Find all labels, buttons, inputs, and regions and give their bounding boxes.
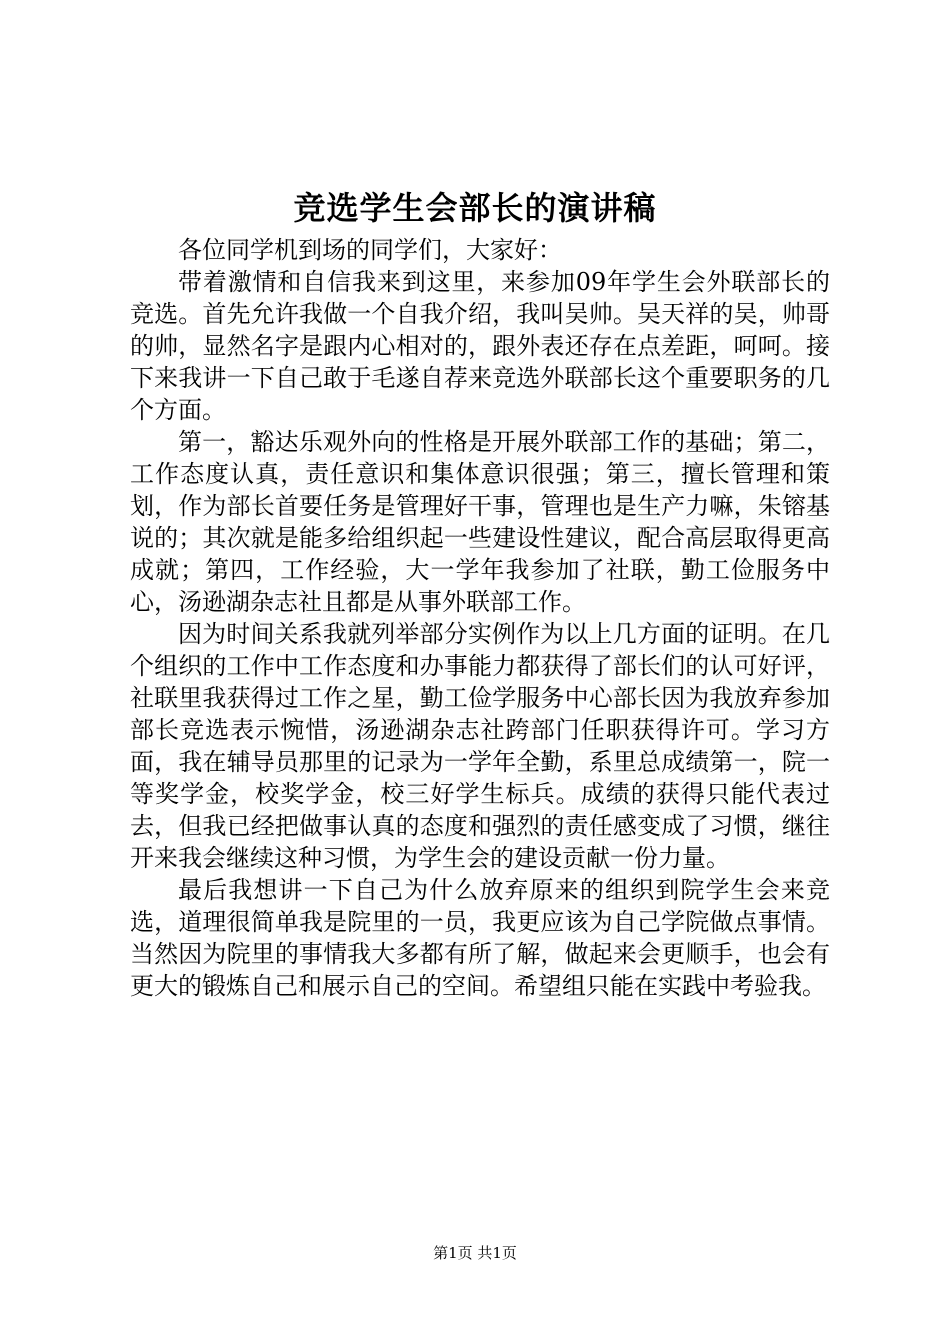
- document-title: 竞选学生会部长的演讲稿: [293, 189, 657, 227]
- closing-paragraph: 最后我想讲一下自己为什么放弃原来的组织到院学生会来竞选，道理很简单我是院里的一员，我更应该为自己学院做点事情。当然因为院里的事情我大多都有所了解，做起来会更顺手，也会有更大的锻炼自己和展示自己的空间。希望组只能在实践中考验我。: [130, 876, 830, 1000]
- page-number-footer: 第1页 共1页: [433, 1244, 517, 1262]
- evidence-paragraph: 因为时间关系我就列举部分实例作为以上几方面的证明。在几个组织的工作中工作态度和办事能力都获得了部长们的认可好评，社联里我获得过工作之星，勤工俭学服务中心部长因为我放弃参加部长竞选表示惋惜，汤逊湖杂志社跨部门任职获得许可。学习方面，我在辅导员那里的记录为一学年全勤，系里总成绩第一，院一等奖学金，校奖学金，校三好学生标兵。成绩的获得只能代表过去，但我已经把做事认真的态度和强烈的责任感变成了习惯，继往开来我会继续这种习惯，为学生会的建设贡献一份力量。: [130, 620, 830, 872]
- document-body: [130, 234, 830, 1002]
- qualifications-paragraph: 第一，豁达乐观外向的性格是开展外联部工作的基础；第二，工作态度认真，责任意识和集体意识很强；第三，擅长管理和策划，作为部长首要任务是管理好干事，管理也是生产力嘛，朱镕基说的；其次就是能多给组织起一些建设性建议，配合高层取得更高成就；第四，工作经验，大一学年我参加了社联，勤工俭服务中心，汤逊湖杂志社且都是从事外联部工作。: [130, 428, 830, 616]
- introduction-paragraph: 带着激情和自信我来到这里，来参加09年学生会外联部长的竞选。首先允许我做一个自我介绍，我叫吴帅。吴天祥的吴，帅哥的帅，显然名字是跟内心相对的，跟外表还存在点差距，呵呵。接下来我讲一下自己敢于毛遂自荐来竞选外联部长这个重要职务的几个方面。: [130, 268, 830, 424]
- greeting-paragraph: 各位同学机到场的同学们，大家好：: [178, 236, 562, 264]
